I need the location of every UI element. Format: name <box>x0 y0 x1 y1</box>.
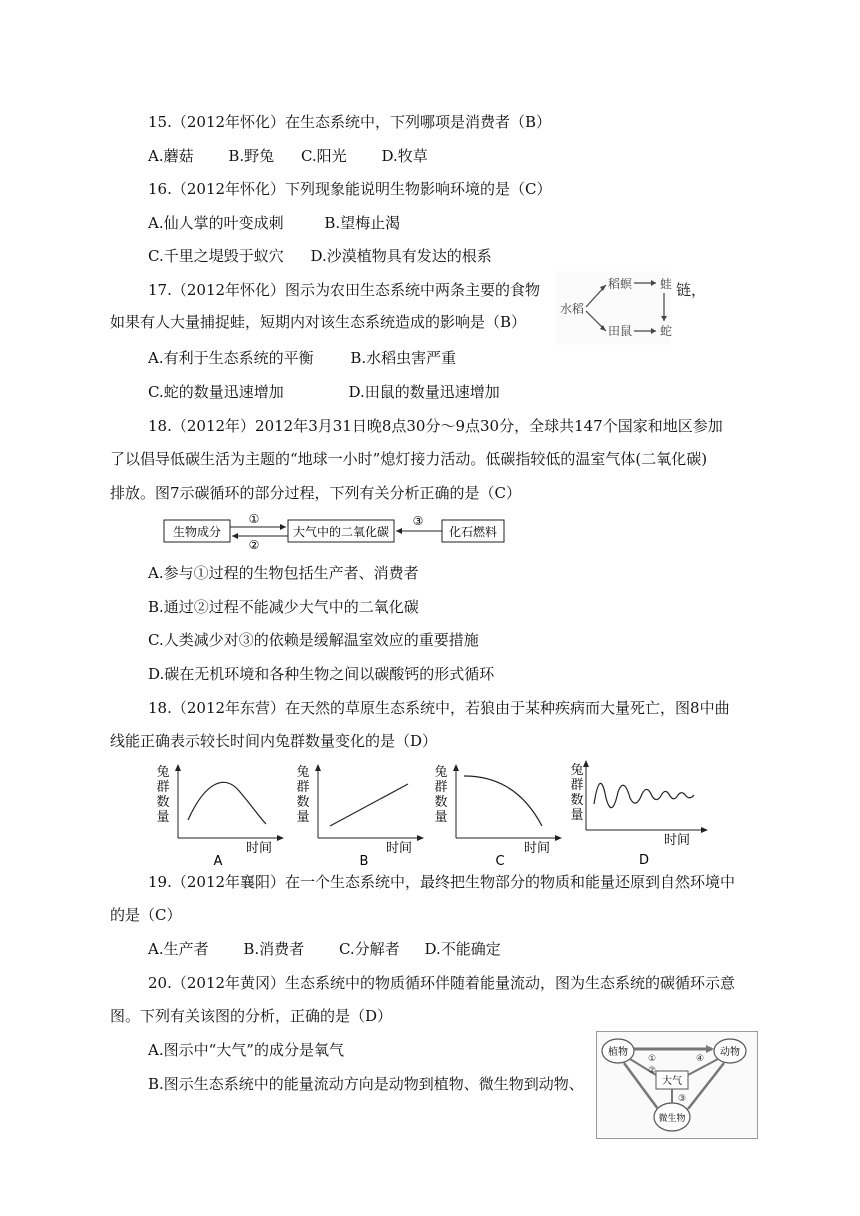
svg-text:量: 量 <box>434 810 448 825</box>
q16-stem: 16.（2012年怀化）下列现象能说明生物影响环境的是（C） <box>148 180 552 198</box>
locust-label: 稻螟 <box>608 277 633 291</box>
chart-b-caption: B <box>359 854 369 869</box>
svg-text:兔: 兔 <box>296 765 310 780</box>
chart-d-caption: D <box>638 853 650 868</box>
label-n4: ④ <box>696 1054 705 1064</box>
q17-options-row1 <box>148 348 456 368</box>
label-2: ② <box>248 538 260 552</box>
q18a-stem-line1: 18.（2012年）2012年3月31日晚8点30分～9点30分，全球共147个国家和地区参加 <box>148 417 723 435</box>
q17-option-b: B.水稻虫害严重 <box>350 349 457 367</box>
food-chain-figure <box>556 271 673 345</box>
svg-text:兔: 兔 <box>434 765 448 780</box>
rabbit-chart-c <box>430 762 570 869</box>
snake-label: 蛇 <box>660 324 673 338</box>
q18a-stem-line2: 了以倡导低碳生活为主题的“地球一小时”熄灯接力活动。低碳指较低的温室气体(二氧化碳) <box>110 450 708 468</box>
node-air-label: 大气 <box>662 1076 682 1087</box>
q17-stem-part3: 如果有人大量捕捉蛙，短期内对该生态系统造成的影响是（B） <box>110 313 527 331</box>
rice-label: 水稻 <box>560 302 585 316</box>
carbon-cycle-figure-7 <box>160 512 508 552</box>
q17-stem-part2: 链， <box>676 281 707 299</box>
frog-label: 蛙 <box>660 277 673 291</box>
label-n3: ③ <box>678 1094 687 1104</box>
q20-stem-line1: 20.（2012年黄冈）生态系统中的物质循环伴随着能量流动，图为生态系统的碳循环示意 <box>148 974 736 992</box>
svg-text:数: 数 <box>434 795 448 810</box>
label-n2: ② <box>648 1066 657 1076</box>
node-plant-label: 植物 <box>608 1047 628 1058</box>
q18b-stem-line1: 18.（2012年东营）在天然的草原生态系统中，若狼由于某种疾病而大量死亡，图8中曲 <box>148 699 730 717</box>
chart-a-curve <box>188 782 266 824</box>
box-biotic-label: 生物成分 <box>172 525 222 539</box>
chart-a-ylabel-2: 群 <box>156 780 170 795</box>
svg-text:群: 群 <box>296 780 310 795</box>
q19-stem-line1: 19.（2012年襄阳）在一个生态系统中，最终把生物部分的物质和能量还原到自然环境中 <box>148 873 736 891</box>
chart-a-ylabel-3: 数 <box>156 795 170 810</box>
node-animal-label: 动物 <box>720 1047 740 1058</box>
q20-stem-line2: 图。下列有关该图的分析，正确的是（D） <box>110 1007 393 1025</box>
q17-option-a: A.有利于生态系统的平衡 <box>148 349 314 367</box>
q19-option-c: C.分解者 <box>338 940 400 958</box>
rabbit-chart-b <box>292 762 432 869</box>
q16-option-a: A.仙人掌的叶变成刺 <box>148 214 284 232</box>
svg-text:群: 群 <box>570 778 584 793</box>
chart-c-caption: C <box>495 854 505 869</box>
q19-stem-line2: 的是（C） <box>110 906 182 924</box>
q16-option-c: C.千里之堤毁于蚁穴 <box>148 247 284 265</box>
q19-option-a: A.生产者 <box>148 940 209 958</box>
q15-stem: 15.（2012年怀化）在生态系统中，下列哪项是消费者（B） <box>148 113 552 131</box>
q15-option-b: B.野兔 <box>228 147 275 165</box>
q16-option-d: D.沙漠植物具有发达的根系 <box>310 247 492 265</box>
q18a-option-a: A.参与①过程的生物包括生产者、消费者 <box>148 564 419 582</box>
svg-text:兔: 兔 <box>570 763 584 778</box>
q16-options-row2 <box>148 246 492 266</box>
q18a-option-c: C.人类减少对③的依赖是缓解温室效应的重要措施 <box>148 631 479 649</box>
q20-option-a: A.图示中“大气”的成分是氧气 <box>148 1041 344 1059</box>
svg-text:数: 数 <box>570 793 584 808</box>
q17-options-row2 <box>148 382 500 402</box>
q19-option-b: B.消费者 <box>243 940 305 958</box>
label-n1: ① <box>648 1054 657 1064</box>
q19-option-d: D.不能确定 <box>424 940 501 958</box>
chart-d-xlabel: 时间 <box>664 833 691 848</box>
chart-a-ylabel-1: 兔 <box>156 765 170 780</box>
q18a-option-d: D.碳在无机环境和各种生物之间以碳酸钙的形式循环 <box>148 665 495 683</box>
q17-option-c: C.蛇的数量迅速增加 <box>148 383 284 401</box>
q15-option-d: D.牧草 <box>381 147 428 165</box>
svg-text:量: 量 <box>570 808 584 823</box>
chart-c-curve <box>464 776 542 826</box>
svg-text:数: 数 <box>296 795 310 810</box>
q17-stem-part1: 17.（2012年怀化）图示为农田生态系统中两条主要的食物 <box>148 281 541 299</box>
mouse-label: 田鼠 <box>608 324 633 338</box>
chart-b-curve <box>330 784 408 826</box>
rabbit-chart-a <box>152 762 292 869</box>
q16-option-b: B.望梅止渴 <box>324 214 401 232</box>
q15-option-a: A.蘑菇 <box>148 147 194 165</box>
q17-option-d: D.田鼠的数量迅速增加 <box>348 383 500 401</box>
chart-a-caption: A <box>213 854 223 869</box>
svg-text:群: 群 <box>434 780 448 795</box>
label-1: ① <box>248 512 260 526</box>
q18b-stem-line2: 线能正确表示较长时间内兔群数量变化的是（D） <box>110 732 438 750</box>
chart-c-xlabel: 时间 <box>524 841 551 856</box>
carbon-cycle-figure-q20 <box>596 1031 758 1139</box>
svg-text:量: 量 <box>296 810 310 825</box>
chart-a-xlabel: 时间 <box>246 841 273 856</box>
box-fossil-label: 化石燃料 <box>448 525 498 539</box>
chart-d-curve <box>594 783 694 807</box>
q15-option-c: C.阳光 <box>300 147 347 165</box>
chart-a-ylabel-4: 量 <box>156 810 170 825</box>
rabbit-chart-d <box>566 758 716 866</box>
chart-b-xlabel: 时间 <box>386 841 413 856</box>
q19-options <box>148 939 501 959</box>
label-3: ③ <box>412 514 424 528</box>
box-co2-label: 大气中的二氧化碳 <box>292 525 390 539</box>
q16-options-row1 <box>148 213 400 233</box>
q18a-option-b: B.通过②过程不能减少大气中的二氧化碳 <box>148 598 419 616</box>
q15-options <box>148 146 428 166</box>
q20-option-b: B.图示生态系统中的能量流动方向是动物到植物、微生物到动物、 <box>148 1075 584 1093</box>
node-microbe-label: 微生物 <box>658 1114 686 1124</box>
q18a-stem-line3: 排放。图7示碳循环的部分过程，下列有关分析正确的是（C） <box>110 484 522 502</box>
